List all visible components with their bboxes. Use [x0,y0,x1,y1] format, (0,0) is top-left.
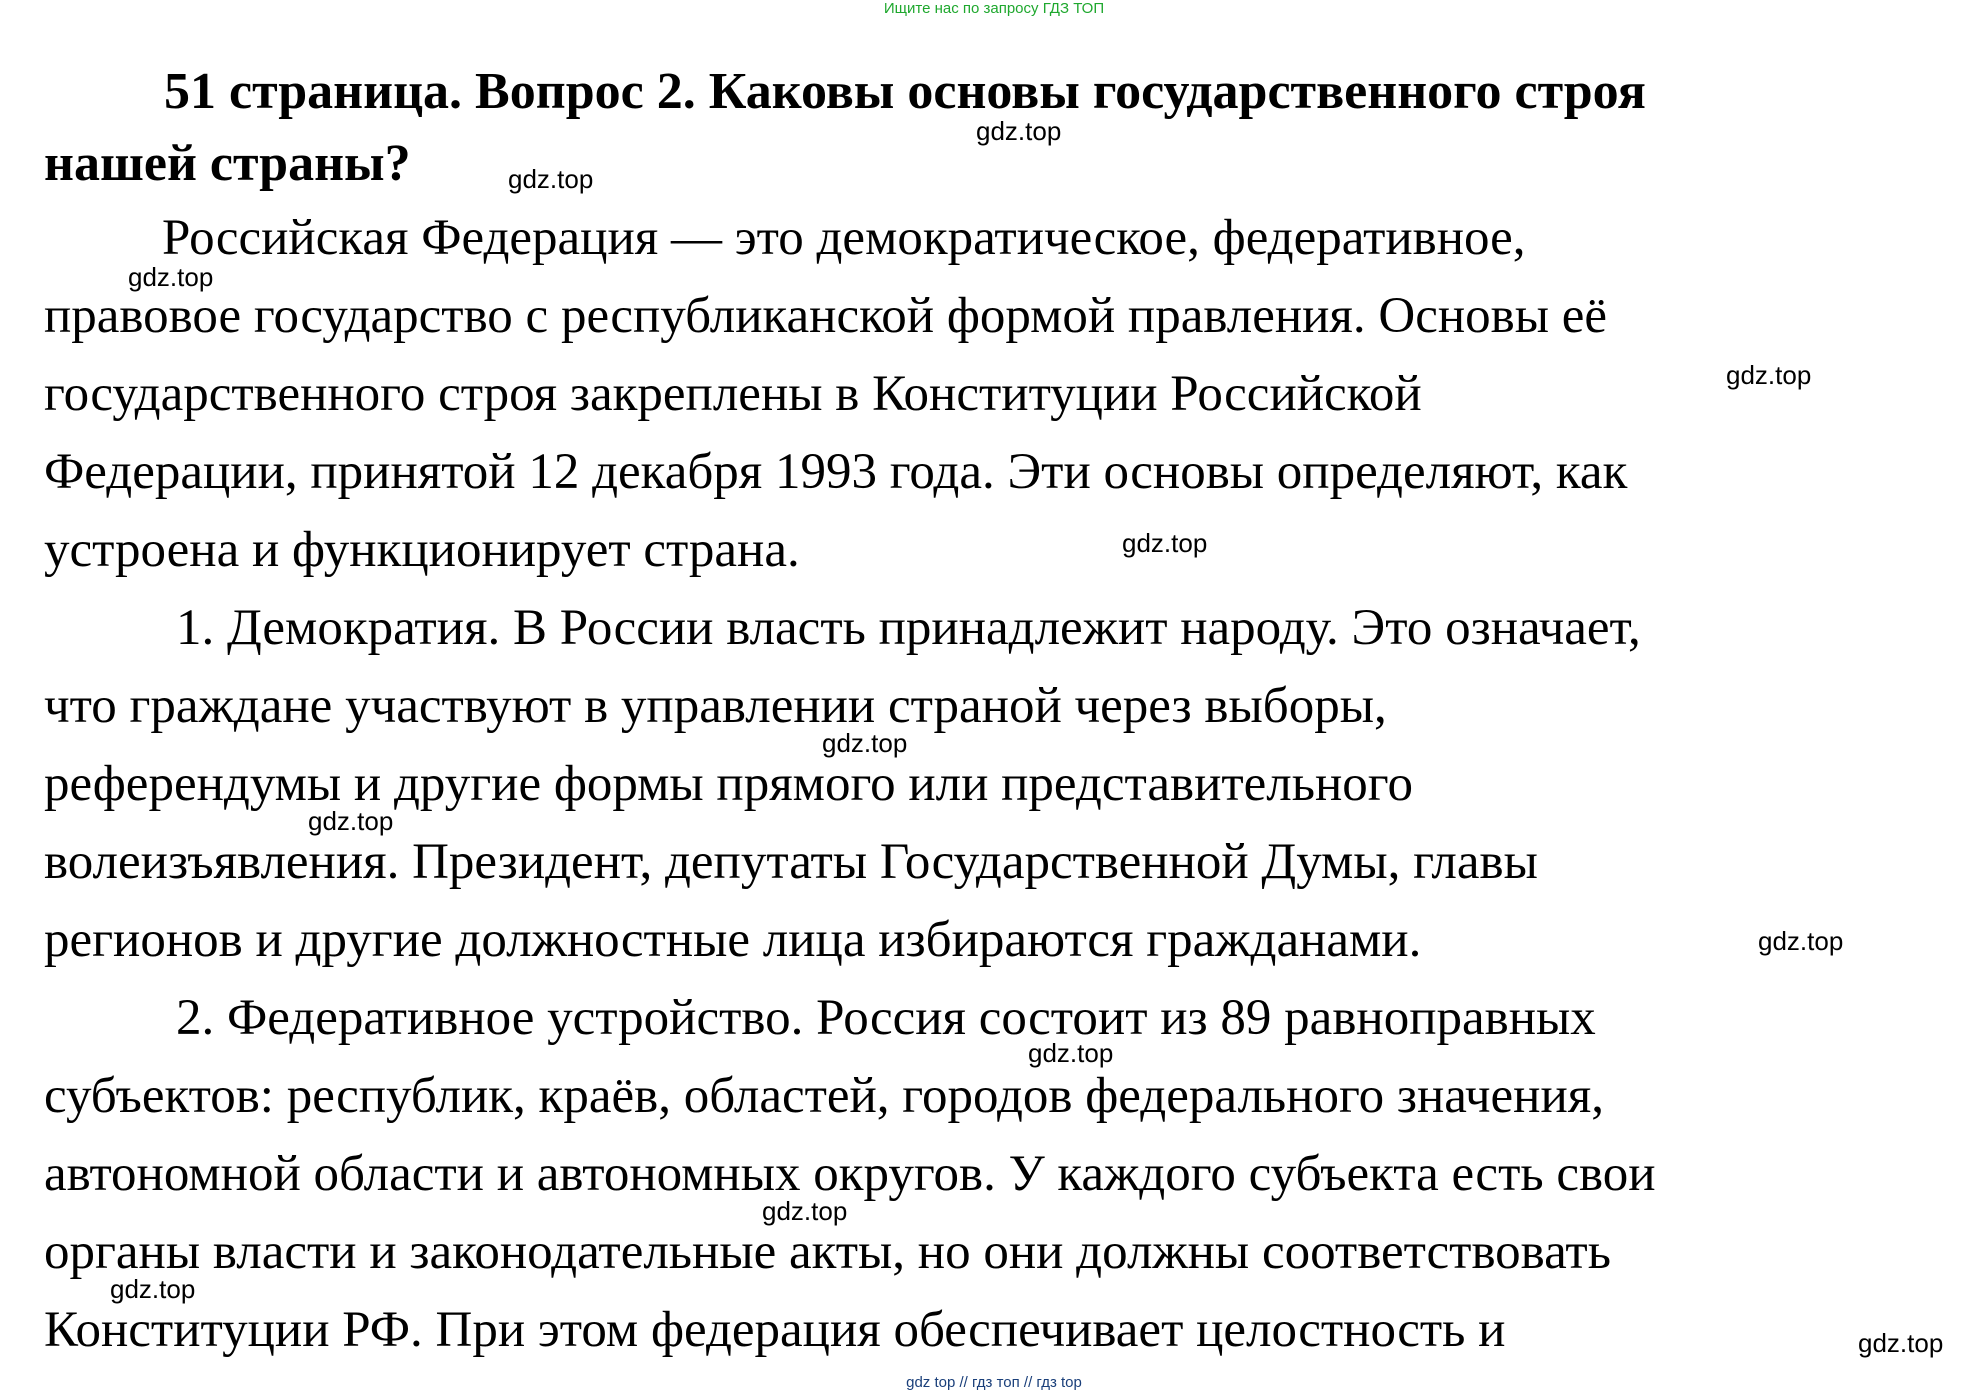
watermark: gdz.top [1858,1328,1944,1358]
search-hint-link[interactable]: Ищите нас по запросу ГДЗ ТОП [883,0,1105,17]
watermark: gdz.top [1122,528,1208,558]
list-item-line: субъектов: республик, краёв, областей, городов федерального значения, [44,1068,1604,1124]
paragraph-line: правовое государство с республиканской формой правления. Основы её [44,288,1608,344]
list-item-line: регионов и другие должностные лица избираются гражданами. [44,912,1422,968]
paragraph-line: устроена и функционирует страна. [44,522,800,578]
list-item-line: Конституции РФ. При этом федерация обеспечивает целостность и [44,1302,1506,1358]
watermark: gdz.top [976,116,1062,146]
watermark: gdz.top [1028,1038,1114,1068]
paragraph-line: Федерации, принятой 12 декабря 1993 года. Эти основы определяют, как [44,444,1628,500]
footer-links[interactable]: gdz top // гдз топ // гдз top [906,1374,1082,1391]
list-item-line: 2. Федеративное устройство. Россия состоит из 89 равноправных [176,990,1596,1046]
watermark: gdz.top [128,262,214,292]
watermark: gdz.top [762,1196,848,1226]
watermark: gdz.top [1758,926,1844,956]
watermark: gdz.top [822,728,908,758]
list-item-line: 1. Демократия. В России власть принадлежит народу. Это означает, [176,600,1641,656]
list-item-line: что граждане участвуют в управлении страной через выборы, [44,678,1387,734]
paragraph-line: государственного строя закреплены в Конституции Российской [44,366,1422,422]
paragraph-line: Российская Федерация — это демократическое, федеративное, [162,210,1526,266]
watermark: gdz.top [508,164,594,194]
list-item-line: автономной области и автономных округов. У каждого субъекта есть свои [44,1146,1656,1202]
heading-line-2: нашей страны? [44,135,411,192]
watermark: gdz.top [308,806,394,836]
watermark: gdz.top [110,1274,196,1304]
list-item-line: референдумы и другие формы прямого или представительного [44,756,1413,812]
list-item-line: органы власти и законодательные акты, но они должны соответствовать [44,1224,1611,1280]
list-item-line: волеизъявления. Президент, депутаты Государственной Думы, главы [44,834,1538,890]
watermark: gdz.top [1726,360,1812,390]
heading-line-1: 51 страница. Вопрос 2. Каковы основы государственного строя [164,63,1646,120]
